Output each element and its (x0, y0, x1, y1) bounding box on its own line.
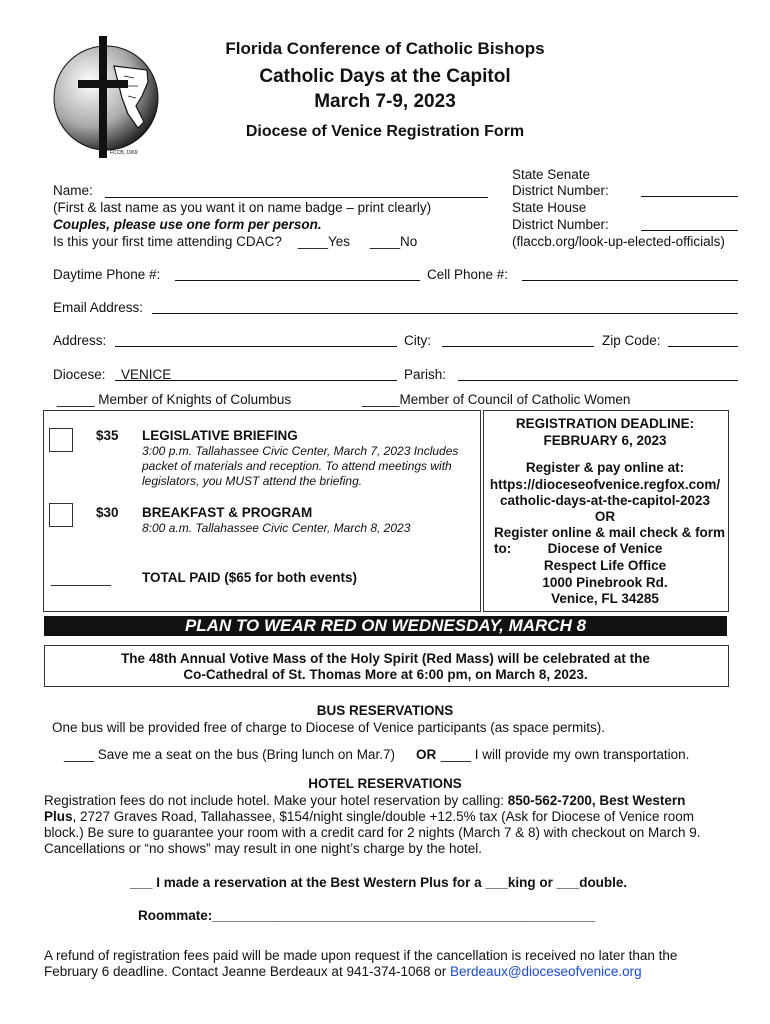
senate-label: State Senate (512, 167, 591, 182)
couples-note: Couples, please use one form per person. (53, 217, 322, 232)
total-label: TOTAL PAID ($65 for both events) (142, 570, 358, 585)
hotel-para-2 (44, 808, 764, 825)
online-label: Register & pay online at: (525, 460, 685, 475)
house-district-field[interactable] (641, 230, 738, 231)
hotel-title: HOTEL RESERVATIONS (308, 776, 462, 791)
red-mass-line-2: Co-Cathedral of St. Thomas More at 6:00 pm, on March 8, 2023. (183, 667, 588, 682)
email-label: Email Address: (53, 300, 144, 315)
hotel-phone: 850-562-7200, Best Western (507, 793, 686, 808)
refund-text: February 6 deadline. Contact Jeanne Berdeaux at 941-374-1068 or (44, 964, 451, 979)
roommate-line[interactable]: Roommate:___________________________________________________ (138, 908, 596, 923)
cell-phone-field[interactable] (522, 280, 738, 281)
logo-caption: FCCB, 1969 (110, 150, 138, 156)
kofc-member[interactable]: _____ Member of Knights of Columbus (57, 392, 292, 407)
breakfast-detail: 8:00 a.m. Tallahassee Civic Center, March 8, 2023 (142, 521, 411, 535)
hotel-para-1a: Registration fees do not include hotel. Make your hotel reservation by calling: (44, 793, 508, 808)
zip-field[interactable] (668, 346, 738, 347)
diocese-label: Diocese: (53, 367, 106, 382)
breakfast-title: BREAKFAST & PROGRAM (142, 505, 313, 520)
address-field[interactable] (115, 346, 397, 347)
hotel-plus: Plus (44, 809, 73, 824)
cell-phone-label: Cell Phone #: (427, 267, 509, 282)
ccw-member[interactable]: _____Member of Council of Catholic Women (362, 392, 631, 407)
refund-line-1: A refund of registration fees paid will be made upon request if the cancellation is received no later than the (44, 948, 678, 963)
red-mass-line-1: The 48th Annual Votive Mass of the Holy Spirit (Red Mass) will be celebrated at the (121, 651, 650, 666)
bus-line: One bus will be provided free of charge to Diocese of Venice participants (as space permits). (52, 720, 606, 735)
lookup-link[interactable]: (flaccb.org/look-up-elected-officials) (512, 234, 725, 249)
zip-label: Zip Code: (602, 333, 661, 348)
hotel-para-3: block.) Be sure to guarantee your room with a credit card for 2 nights (March 7 & 8) with checkout on March 9. (44, 825, 701, 840)
online-url-1[interactable]: https://dioceseofvenice.regfox.com/ (489, 477, 721, 492)
mail-to: to: (494, 541, 512, 556)
address-label: Address: (53, 333, 107, 348)
bus-option-own[interactable]: ____ I will provide my own transportation. (441, 747, 690, 762)
briefing-title: LEGISLATIVE BRIEFING (142, 428, 298, 443)
mail-label: Register online & mail check & form (494, 525, 726, 540)
hotel-para-1 (44, 792, 744, 809)
bus-title: BUS RESERVATIONS (316, 703, 454, 718)
senate-district-label: District Number: (512, 183, 609, 198)
parish-label: Parish: (404, 367, 447, 382)
first-time-question: Is this your first time attending CDAC? (53, 234, 282, 249)
mail-addr-2: Respect Life Office (543, 558, 667, 573)
city-label: City: (404, 333, 431, 348)
name-field[interactable] (105, 197, 488, 198)
parish-field[interactable] (458, 380, 738, 381)
total-blank[interactable]: ________ (51, 571, 112, 586)
bus-option-seat[interactable]: ____ Save me a seat on the bus (Bring lunch on Mar.7) (64, 747, 395, 762)
breakfast-price: $30 (96, 505, 119, 520)
senate-district-field[interactable] (641, 196, 738, 197)
mail-addr-3: 1000 Pinebrook Rd. (542, 575, 668, 590)
briefing-price: $35 (96, 428, 119, 443)
day-phone-field[interactable] (175, 280, 420, 281)
first-time-yes[interactable]: ____Yes (298, 234, 351, 249)
breakfast-checkbox[interactable] (49, 503, 73, 527)
deadline-date: FEBRUARY 6, 2023 (543, 433, 667, 448)
form-title: Diocese of Venice Registration Form (245, 123, 525, 140)
or-label: OR (594, 509, 616, 524)
hotel-para-2b: , 2727 Graves Road, Tallahassee, $154/night single/double +12.5% tax (Ask for Diocese of Venice room (72, 809, 695, 824)
name-label: Name: (53, 183, 93, 198)
hotel-para-4: Cancellations or “no shows” may result in one night’s charge by the hotel. (44, 841, 482, 856)
briefing-checkbox[interactable] (49, 428, 73, 452)
bus-or: OR (416, 747, 437, 762)
hotel-reserve-line[interactable]: ___ I made a reservation at the Best Western Plus for a ___king or ___double. (130, 875, 628, 890)
org-title: Florida Conference of Catholic Bishops (225, 39, 545, 58)
email-field[interactable] (152, 313, 738, 314)
briefing-detail: 3:00 p.m. Tallahassee Civic Center, March 7, 2023 Includes packet of materials and reception. To attend meetings with legislators, you MUST attend the briefing. (142, 444, 459, 488)
mail-addr-1: Diocese of Venice (547, 541, 663, 556)
event-dates: March 7-9, 2023 (314, 91, 456, 112)
diocese-value: VENICE (121, 367, 172, 382)
house-district-label: District Number: (512, 217, 609, 232)
refund-line-2 (44, 963, 764, 980)
deadline-title: REGISTRATION DEADLINE: (515, 416, 695, 431)
name-hint: (First & last name as you want it on name badge – print clearly) (53, 200, 432, 215)
wear-red-banner: PLAN TO WEAR RED ON WEDNESDAY, MARCH 8 (44, 616, 727, 636)
house-label: State House (512, 200, 587, 215)
mail-addr-4: Venice, FL 34285 (551, 591, 659, 606)
event-title: Catholic Days at the Capitol (259, 66, 511, 87)
city-field[interactable] (442, 346, 594, 347)
first-time-no[interactable]: ____No (370, 234, 418, 249)
refund-email-link[interactable]: Berdeaux@dioceseofvenice.org (450, 964, 642, 979)
day-phone-label: Daytime Phone #: (53, 267, 161, 282)
online-url-2[interactable]: catholic-days-at-the-capitol-2023 (499, 493, 711, 508)
